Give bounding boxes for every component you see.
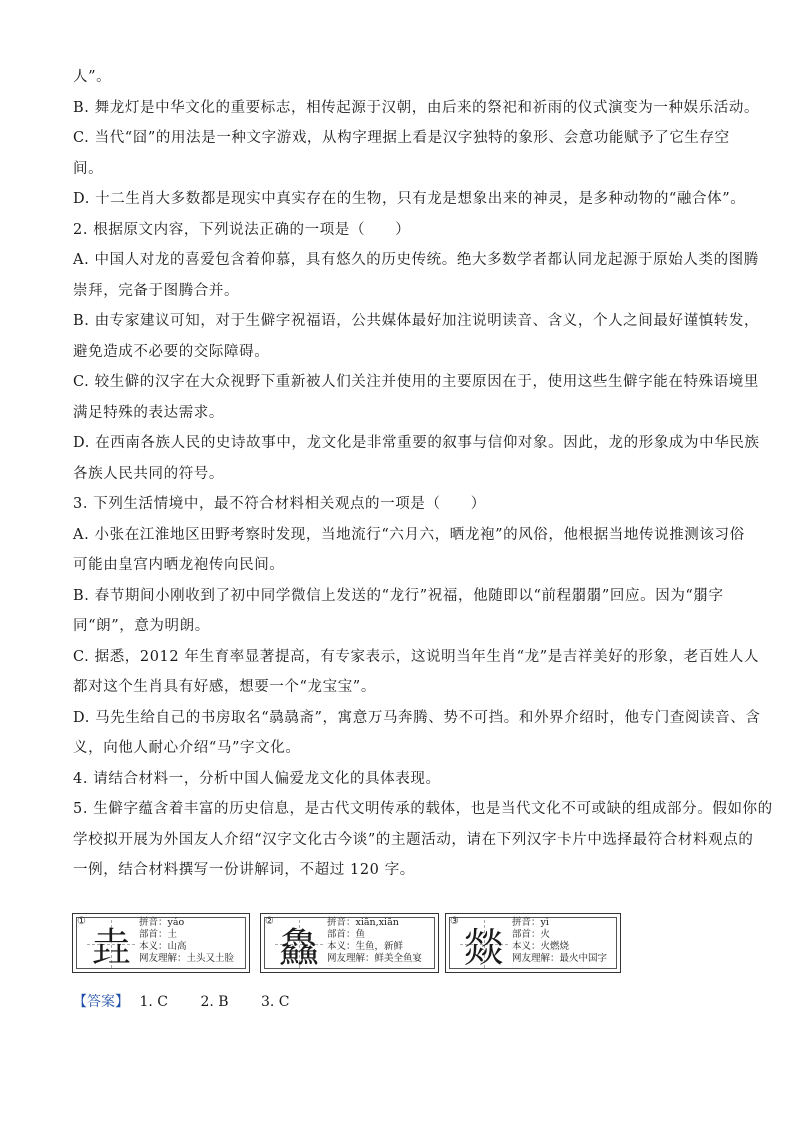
card-number: ① [77,916,86,927]
card-meaning: 本义：生鱼，新鲜 [327,941,404,952]
text-line: 满足特殊的表达需求。 [73,404,224,421]
option-c-line: C. 当代“囧”的用法是一种文字游戏，从构字理据上看是汉字独特的象形、会意功能赋予了它生存空 [73,130,730,146]
card-number: ② [265,916,274,927]
answer-item: 2. B [200,994,229,1010]
character-card-1 [72,913,250,973]
text-line: 都对这个生肖具有好感，想要一个“龙宝宝”。 [73,679,376,695]
question-2-stem: 2. 根据原文内容，下列说法正确的一项是（ ） [73,221,411,238]
text-line: 间。 [73,160,104,177]
option-a-line: A. 中国人对龙的喜爱包含着仰慕，具有悠久的历史传统。绝大多数学者都认同龙起源于原始人类的图腾 [73,252,759,268]
character-card-2 [260,913,439,973]
option-a-line: A. 小张在江淮地区田野考察时发现，当地流行“六月六，晒龙袍”的风俗，他根据当地传说推测该习俗 [73,526,745,543]
card-character: 燚 [464,925,504,971]
text-line: 人”。 [73,69,112,85]
text-line: 同“朗”，意为明朗。 [73,618,210,634]
card-character: 鱻 [279,925,319,971]
card-info [327,917,422,965]
card-pinyin: 拼音：yáo [139,917,185,928]
answer-item: 3. C [261,994,290,1010]
text-line: 崇拜，完备于图腾合并。 [73,282,240,299]
card-meaning: 本义：山高 [139,941,187,952]
text-line: 各族人民共同的符号。 [73,465,224,482]
option-c-line: C. 据悉，2012 年生育率显著提高，有专家表示，这说明当年生肖“龙”是吉祥美好的形象，老百姓人人 [73,648,760,665]
card-info [512,917,607,965]
card-info [139,917,234,965]
card-pinyin: 拼音：yì [512,917,549,928]
option-b-line: B. 春节期间小刚收到了初中同学微信上发送的“龙行”祝福，他随即以“前程朤朤”回应。因为“朤字 [73,587,724,604]
card-netizen: 网友理解：最火中国字 [512,953,608,964]
question-text [73,62,773,886]
card-netizen: 网友理解：土头又土脸 [139,953,235,964]
card-character: 垚 [91,925,131,971]
option-c-line: C. 较生僻的汉字在大众视野下重新被人们关注并使用的主要原因在于，使用这些生僻字能在特殊语境里 [73,374,759,390]
character-card-3 [445,913,621,973]
option-d-line: D. 在西南各族人民的史诗故事中，龙文化是非常重要的叙事与信仰对象。因此，龙的形象成为中华民族 [73,435,760,451]
question-4: 4. 请结合材料一，分析中国人偏爱龙文化的具体表现。 [73,770,441,787]
card-number: ③ [450,916,459,927]
text-line: 学校拟开展为外国友人介绍“汉字文化古今谈”的主题活动，请在下列汉字卡片中选择最符合材料观点的 [73,831,754,848]
card-netizen: 网友理解：鲜美全鱼宴 [327,953,423,964]
option-d-line: D. 十二生肖大多数都是现实中真实存在的生物，只有龙是想象出来的神灵，是多种动物的“融合体”。 [73,191,746,207]
answer-item: 1. C [139,994,168,1010]
card-radical: 部首：火 [512,929,551,940]
option-b-line: B. 由专家建议可知，对于生僻字祝福语，公共媒体最好加注说明读音、含义，个人之间最好谨慎转发， [73,313,760,329]
text-line: 义，向他人耐心介绍“马”字文化。 [73,740,301,756]
card-pinyin: 拼音：xiān,xiān [327,917,399,928]
answer-line [73,990,312,1014]
text-line: 一例，结合材料撰写一份讲解词，不超过 120 字。 [73,862,415,878]
card-radical: 部首：土 [139,929,178,940]
question-3-stem: 3. 下列生活情境中，最不符合材料相关观点的一项是（ ） [73,496,486,512]
text-line: 可能由皇宫内晒龙袍传向民间。 [73,557,285,573]
character-cards [72,913,652,975]
option-b-line: B. 舞龙灯是中华文化的重要标志，相传起源于汉朝，由后来的祭祀和祈雨的仪式演变为一种娱乐活动。 [73,99,760,116]
card-radical: 部首：鱼 [327,929,366,940]
card-meaning: 本义：火燃烧 [512,941,570,952]
question-5-stem: 5. 生僻字蕴含着丰富的历史信息，是古代文明传承的载体，也是当代文化不可或缺的组成部分。假如你的 [73,801,773,817]
option-d-line: D. 马先生给自己的书房取名“骉骉斋”，寓意万马奔腾、势不可挡。和外界介绍时，他专门查阅读音、含 [73,709,761,726]
text-line: 避免造成不必要的交际障碍。 [73,343,270,360]
answer-tag: 【答案】 [73,994,129,1010]
